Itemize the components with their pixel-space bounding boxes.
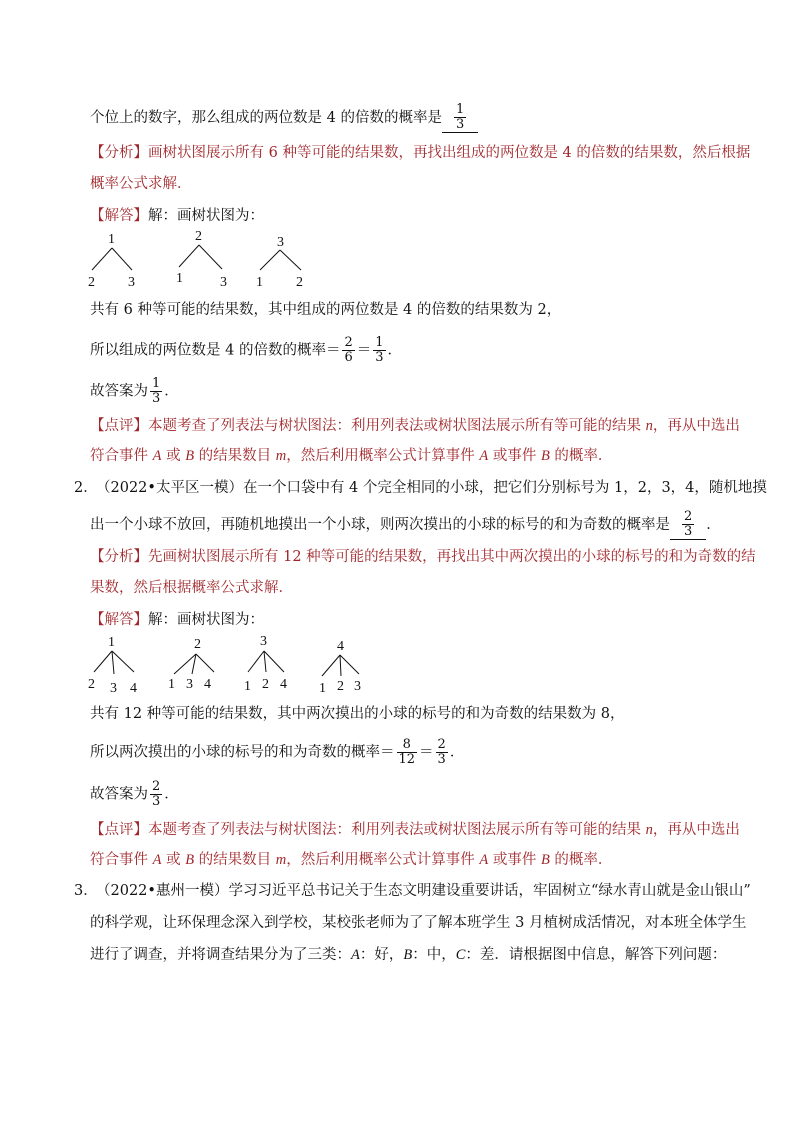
q1-tree1-branch-right xyxy=(112,248,132,270)
q2-tree1-branch-right xyxy=(112,651,134,672)
q2-comment-2f: 的概率． xyxy=(549,852,613,868)
q2-comment-2b: 或 xyxy=(161,852,186,868)
q2-tree1-leaf-1: 2 xyxy=(88,677,95,692)
q1-tree-1 xyxy=(88,232,135,290)
q1-ans-num: 1 xyxy=(152,376,161,391)
q3-stem-3b: ：好， xyxy=(359,947,404,963)
q1-total-text-a: 共有 6 种等可能的结果数，其中组成的两位数是 4 的倍数的结果数为 xyxy=(90,302,538,318)
q2-prob-f2-den: 3 xyxy=(437,752,446,767)
q2-ans-den: 3 xyxy=(152,794,161,809)
q1-ans-fraction xyxy=(150,377,162,406)
q1-answer-line xyxy=(90,377,179,406)
q2-total-line xyxy=(90,704,625,724)
q2-comment-2a: 符合事件 xyxy=(90,852,153,868)
q2-analysis-line1 xyxy=(90,547,756,567)
q1-answer-num: 1 xyxy=(455,102,465,117)
q1-solution-line xyxy=(90,206,264,226)
q2-comment-1b: ，再从中选出 xyxy=(652,822,740,838)
q3-stem-3A: A xyxy=(351,947,360,963)
q3-stem-line3 xyxy=(90,945,726,965)
q1-stem-text: 个位上的数字，那么组成的两位数是 4 的倍数的概率是 xyxy=(90,110,442,126)
q1-answer-fraction xyxy=(454,103,466,132)
q1-tree1-leaf-2: 3 xyxy=(128,275,135,290)
q2-prob-fraction-1 xyxy=(397,738,418,767)
q2-ans-end: ． xyxy=(164,786,179,803)
q1-comment-2m: m xyxy=(275,448,287,464)
q2-comment-2B2: B xyxy=(540,852,550,868)
q2-tree4-leaf-3: 3 xyxy=(354,679,361,694)
q1-prob-f2-den: 3 xyxy=(375,350,384,365)
q2-prob-end: ． xyxy=(449,744,465,761)
q1-answer-den: 3 xyxy=(455,117,465,132)
q1-comment-2B2: B xyxy=(540,448,550,464)
q2-solution-intro: 解：画树状图为： xyxy=(148,612,264,628)
q2-tree4-branch-left xyxy=(322,655,340,676)
q1-tree3-branch-left xyxy=(260,250,280,270)
q1-ans-prefix: 故答案为 xyxy=(90,383,148,400)
q2-comment-2A2: A xyxy=(479,852,489,868)
q2-tree1-branch-mid xyxy=(112,651,114,674)
q1-prob-f1-den: 6 xyxy=(344,350,353,365)
q2-tree3-leaf-1: 1 xyxy=(244,679,251,694)
q1-comment-2f: 的概率． xyxy=(549,448,613,464)
q3-stem-3c: ：中， xyxy=(412,947,456,963)
q2-tree-2 xyxy=(168,637,214,692)
q3-stem-line1: （2022•惠州一模）学习习近平总书记关于生态文明建设重要讲话，牢固树立“绿水青山就是金山银山” xyxy=(96,883,751,899)
q2-tree1-leaf-3: 4 xyxy=(130,681,137,696)
q2-tree-1 xyxy=(88,635,137,696)
q1-answer-blank xyxy=(442,103,478,133)
q2-tree1-branch-left xyxy=(94,651,112,672)
q2-answer-blank xyxy=(670,510,706,540)
q2-prob-fraction-2 xyxy=(436,738,448,767)
q1-prob-fraction-1 xyxy=(342,336,354,365)
q2-total-text-a: 共有 xyxy=(90,706,124,722)
q2-solution-tag: 【解答】 xyxy=(90,612,148,628)
q1-analysis-text-1: 画树状图展示所有 6 种等可能的结果数，再找出组成的两位数是 4 的倍数的结果数，然后根据 xyxy=(148,145,751,161)
q2-tree2-leaf-2: 3 xyxy=(186,677,193,692)
q1-analysis-line1 xyxy=(90,143,750,163)
q1-comment-2b: 或 xyxy=(161,448,186,464)
q2-tree4-leaf-2: 2 xyxy=(337,679,344,694)
q1-prob-end: ． xyxy=(387,342,403,359)
q1-comment-2c: 的结果数目 xyxy=(194,448,276,464)
q1-comment-2e: 或事件 xyxy=(488,448,541,464)
q2-tree-3 xyxy=(244,634,287,694)
q2-comment-2e: 或事件 xyxy=(488,852,541,868)
q2-comment-2B: B xyxy=(185,852,195,868)
q2-stem-line1: （2022•太平区一模）在一个口袋中有 4 个完全相同的小球，把它们分别标号为 1，2，3，4，随机地摸 xyxy=(96,480,767,496)
q1-comment-2A: A xyxy=(152,448,162,464)
q1-probability-line xyxy=(90,336,402,365)
q1-tree2-branch-left xyxy=(179,245,199,267)
q2-comment-1a: 本题考查了列表法与树状图法：利用列表法或树状图法展示所有等可能的结果 xyxy=(148,822,646,838)
q1-tree-diagram xyxy=(80,226,340,292)
q2-tree-diagram xyxy=(82,630,382,696)
q2-prob-eq: ＝ xyxy=(419,744,434,761)
q2-comment-2m: m xyxy=(275,852,287,868)
q1-tree1-root: 1 xyxy=(108,232,115,247)
q1-tree2-leaf-2: 3 xyxy=(220,275,227,290)
q1-tree2-branch-right xyxy=(199,245,222,269)
q2-stem-text-2: 出一个小球不放回，再随机地摸出一个小球，则两次摸出的小球的标号的和为奇数的概率是 xyxy=(90,517,670,533)
q2-analysis-text-1: 先画树状图展示所有 12 种等可能的结果数，再找出其中两次摸出的小球的标号的和为奇数的结 xyxy=(148,549,756,565)
q2-solution-line xyxy=(90,610,264,630)
q2-comment-2c: 的结果数目 xyxy=(194,852,276,868)
q2-tree1-leaf-2: 3 xyxy=(110,681,117,696)
q1-comment-line1 xyxy=(90,416,740,436)
q1-comment-2A2: A xyxy=(479,448,489,464)
q2-prob-f1-den: 12 xyxy=(398,752,416,767)
q3-stem-line2: 的科学观，让环保理念深入到学校，某校张老师为了了解本班学生 3 月植树成活情况，对本班全体学生 xyxy=(90,915,747,931)
q2-tree3-branch-right xyxy=(264,651,284,672)
q2-tree3-branch-left xyxy=(248,651,264,672)
q2-tree2-leaf-1: 1 xyxy=(168,677,175,692)
q3-stem-3C: C xyxy=(455,947,466,963)
q2-total-text-c: ， xyxy=(610,706,625,722)
q2-total-count: 12 xyxy=(123,706,143,722)
q3-stem-3a: 进行了调查，并将调查结果分为了三类： xyxy=(90,947,351,963)
q2-stem-end: ． xyxy=(706,517,721,533)
q1-prob-f2-num: 1 xyxy=(375,335,384,350)
q1-comment-1b: ，再从中选出 xyxy=(652,418,740,434)
q1-tree3-leaf-1: 1 xyxy=(256,275,263,290)
q2-tree4-root: 4 xyxy=(337,639,344,654)
q2-tree-4 xyxy=(319,639,361,696)
q2-comment-1n: n xyxy=(645,822,653,838)
q3-stem-3d: ：差．请根据图中信息，解答下列问题： xyxy=(465,947,727,963)
q1-prob-fraction-2 xyxy=(373,336,385,365)
q2-total-text-b: 种等可能的结果数，其中两次摸出的小球的标号的和为奇数的结果数为 xyxy=(142,706,601,722)
q2-comment-line1 xyxy=(90,820,740,840)
q1-comment-1a: 本题考查了列表法与树状图法：利用列表法或树状图法展示所有等可能的结果 xyxy=(148,418,646,434)
q2-analysis-line2: 果数，然后根据概率公式求解． xyxy=(90,580,293,596)
q1-ans-den: 3 xyxy=(152,391,161,406)
q2-tree2-leaf-3: 4 xyxy=(204,677,211,692)
q3-stem-3B: B xyxy=(403,947,413,963)
q2-number: 2． xyxy=(74,480,98,496)
q1-tree2-root: 2 xyxy=(195,229,202,244)
q2-tree4-branch-right xyxy=(340,655,359,674)
q2-tree3-branch-mid xyxy=(264,651,266,672)
q2-prob-prefix: 所以两次摸出的小球的标号的和为奇数的概率＝ xyxy=(90,744,395,761)
q2-prob-f2-num: 2 xyxy=(437,737,446,752)
q1-analysis-line2: 概率公式求解． xyxy=(90,176,192,192)
q2-ans-num: 2 xyxy=(152,779,161,794)
q1-comment-2a: 符合事件 xyxy=(90,448,153,464)
q1-tree2-leaf-1: 1 xyxy=(176,271,183,286)
q3-number: 3． xyxy=(74,883,98,899)
q1-prob-f1-num: 2 xyxy=(344,335,353,350)
q2-tree3-leaf-3: 4 xyxy=(280,677,287,692)
q2-comment-tag: 【点评】 xyxy=(90,822,148,838)
q2-answer-line xyxy=(90,780,179,809)
q2-tree3-root: 3 xyxy=(260,634,267,649)
q1-tree-2 xyxy=(176,229,227,290)
q2-tree4-branch-mid xyxy=(340,655,341,676)
q1-tree3-leaf-2: 2 xyxy=(296,275,303,290)
q2-answer-fraction xyxy=(682,510,694,539)
q2-answer-den: 3 xyxy=(684,524,693,539)
q2-odd-count: 8 xyxy=(600,706,611,722)
q2-comment-2d: ，然后利用概率公式计算事件 xyxy=(286,852,480,868)
q1-tree3-root: 3 xyxy=(277,235,284,250)
q2-answer-num: 2 xyxy=(684,509,693,524)
q1-comment-2B: B xyxy=(185,448,195,464)
q2-ans-fraction xyxy=(150,780,162,809)
q1-tree-3 xyxy=(256,235,303,290)
q1-solution-tag: 【解答】 xyxy=(90,208,148,224)
q2-tree3-leaf-2: 2 xyxy=(262,677,269,692)
q1-tree1-leaf-1: 2 xyxy=(88,275,95,290)
q2-ans-prefix: 故答案为 xyxy=(90,786,148,803)
q2-analysis-tag: 【分析】 xyxy=(90,549,148,565)
q2-comment-2A: A xyxy=(152,852,162,868)
q1-total-text-b: ， xyxy=(546,302,562,318)
q1-tree1-branch-left xyxy=(92,248,112,270)
q1-ans-end: ． xyxy=(164,383,179,400)
q2-tree1-root: 1 xyxy=(108,635,115,650)
q1-stem-tail xyxy=(90,103,478,133)
q1-analysis-tag: 【分析】 xyxy=(90,145,148,161)
q2-tree4-leaf-1: 1 xyxy=(319,681,326,696)
q1-comment-1n: n xyxy=(645,418,653,434)
q2-comment-line2 xyxy=(90,850,612,870)
q1-solution-intro: 解：画树状图为： xyxy=(148,208,264,224)
q1-comment-2d: ，然后利用概率公式计算事件 xyxy=(286,448,480,464)
q2-prob-f1-num: 8 xyxy=(397,738,418,753)
q1-comment-line2 xyxy=(90,446,612,466)
q1-prob-prefix: 所以组成的两位数是 4 的倍数的概率＝ xyxy=(90,342,341,359)
q2-tree2-root: 2 xyxy=(194,637,201,652)
q1-total-count: 2 xyxy=(537,302,547,318)
q2-tree2-branch-right xyxy=(196,654,214,672)
q1-comment-tag: 【点评】 xyxy=(90,418,148,434)
q2-stem-line2 xyxy=(90,510,721,540)
q2-probability-line xyxy=(90,738,464,767)
q1-prob-eq: ＝ xyxy=(356,342,372,359)
q1-tree3-branch-right xyxy=(280,250,301,270)
q1-total-line xyxy=(90,300,561,320)
